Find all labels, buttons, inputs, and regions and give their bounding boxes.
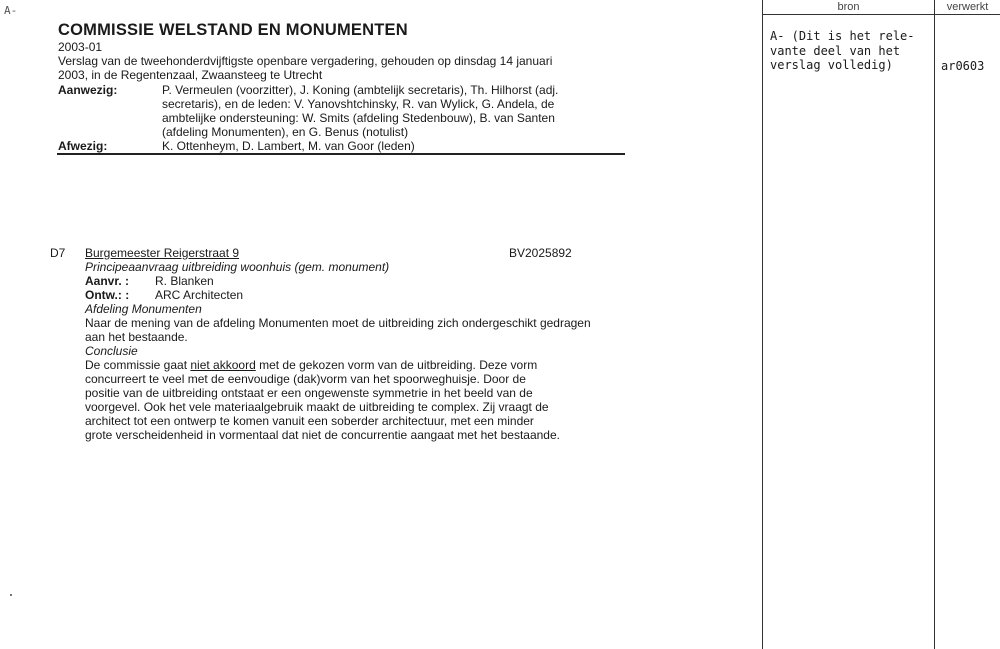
item-reference: BV2025892 [509, 246, 572, 260]
applicant-value: R. Blanken [155, 274, 214, 288]
conclusion-line-2: concurreert te veel met de eenvoudige (dak)vorm van het spoorweghuisje. Door de [85, 372, 526, 386]
applicant-label: Aanvr. : [85, 274, 130, 288]
scan-speck [10, 594, 12, 596]
conclusion-line-1 [85, 358, 625, 372]
department-line-2: aan het bestaande. [85, 330, 188, 344]
document-title: COMMISSIE WELSTAND EN MONUMENTEN [58, 21, 408, 39]
bron-column-header: bron [837, 1, 860, 13]
present-line-2: secretaris), en de leden: V. Yanovshtchinsky, R. van Wylick, G. Andela, de [162, 97, 555, 111]
meeting-report-line [58, 54, 618, 82]
conclusion-post: met de gekozen vorm van de uitbreiding. Deze vorm [255, 358, 538, 372]
department-line-1: Naar de mening van de afdeling Monumenten moet de uitbreiding zich ondergeschikt gedragen [85, 316, 591, 330]
verwerkt-column-border [934, 0, 935, 649]
conclusion-line-5: architect tot een ontwerp te komen vanuit een soberder architectuur, met een minder [85, 414, 534, 428]
verwerkt-column-header: verwerkt [946, 1, 989, 13]
item-subject: Principeaanvraag uitbreiding woonhuis (gem. monument) [85, 260, 390, 274]
agenda-item [85, 246, 625, 442]
conclusion-pre: De commissie gaat [85, 358, 191, 372]
present-line-1: P. Vermeulen (voorzitter), J. Koning (ambtelijk secretaris), Th. Hilhorst (adj. [162, 83, 559, 97]
designer-row [85, 288, 625, 302]
header-divider [57, 153, 625, 155]
bron-note: A- (Dit is het rele- vante deel van het verslag volledig) [770, 29, 915, 72]
meeting-number: 2003-01 [58, 40, 103, 54]
present-line-3: ambtelijke ondersteuning: W. Smits (afdeling Stedenbouw), B. van Santen [162, 111, 555, 125]
column-header-rule [762, 14, 1000, 15]
conclusion-line-3: positie van de uitbreiding ontstaat er een ongewenste symmetrie in het beeld van de [85, 386, 533, 400]
present-line-4: (afdeling Monumenten), en G. Benus (notulist) [162, 125, 409, 139]
conclusion-line-6: grote verscheidenheid in vormentaal dat niet de concurrentie aangaat met het bestaande. [85, 428, 560, 442]
absent-list: K. Ottenheym, D. Lambert, M. van Goor (leden) [162, 139, 415, 153]
absent-label: Afwezig: [58, 139, 108, 153]
bron-column-border [762, 0, 763, 649]
designer-value: ARC Architecten [155, 288, 244, 302]
present-list [162, 83, 622, 139]
item-code: D7 [50, 246, 66, 260]
item-address: Burgemeester Reigerstraat 9 [85, 246, 240, 260]
verwerkt-code: ar0603 [941, 59, 985, 73]
conclusion-heading: Conclusie [85, 344, 138, 358]
conclusion-verdict: niet akkoord [190, 358, 256, 372]
report-line-2: 2003, in de Regentenzaal, Zwaansteeg te Utrecht [58, 68, 323, 82]
department-heading: Afdeling Monumenten [85, 302, 202, 316]
designer-label: Ontw.: : [85, 288, 130, 302]
present-label: Aanwezig: [58, 83, 118, 97]
report-line-1: Verslag van de tweehonderdvijftigste openbare vergadering, gehouden op dinsdag 14 januari [58, 54, 553, 68]
corner-mark: A- [4, 4, 18, 17]
applicant-row [85, 274, 625, 288]
conclusion-line-4: voorgevel. Ook het vele materiaalgebruik maakt de uitbreiding te complex. Zij vraagt de [85, 400, 549, 414]
